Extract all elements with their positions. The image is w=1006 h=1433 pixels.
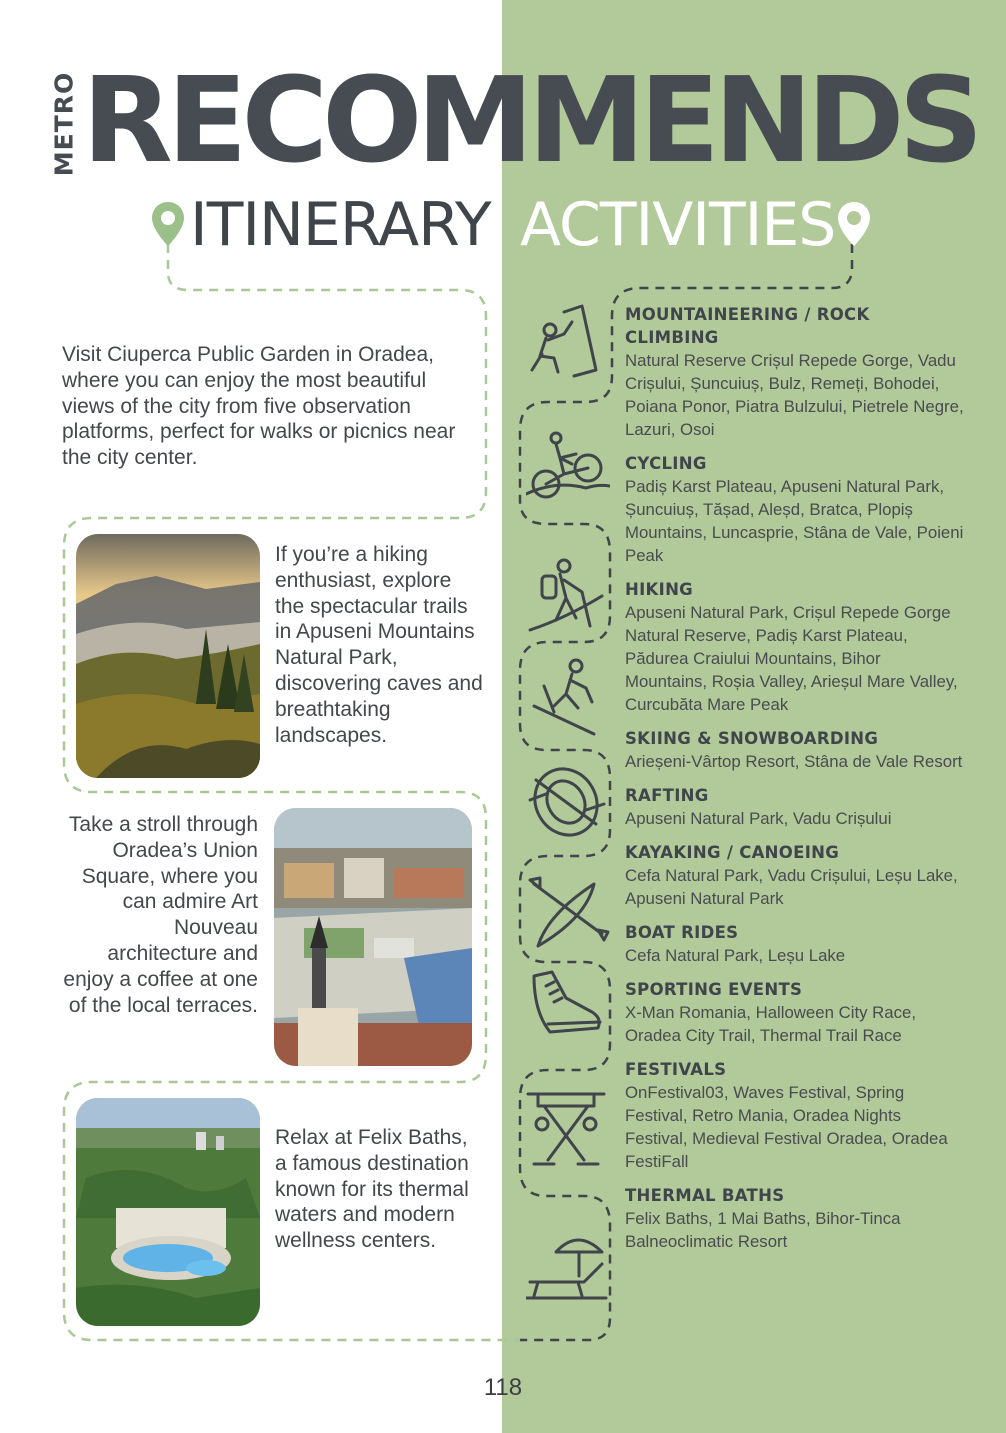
activity-item	[625, 303, 965, 441]
page-number: 118	[483, 1374, 523, 1401]
activity-description: Natural Reserve Crișul Repede Gorge, Vadu Crișului, Șuncuiuș, Bulz, Remeți, Bohodei, Poiana Ponor, Piatra Bulzului, Pietrele Negre, Lazuri, Osoi	[625, 351, 964, 439]
sunbed-icon	[526, 1226, 610, 1310]
activity-description: Apuseni Natural Park, Crișul Repede Gorge Natural Reserve, Padiș Karst Plateau, Pădurea Craiului Mountains, Bihor Mountains, Roșia Valley, Arieșul Mare Valley, Curcubăta Mare Peak	[625, 603, 958, 714]
activity-item	[625, 841, 965, 910]
itinerary-heading: ITINERARY	[190, 190, 491, 260]
activity-title: SKIING & SNOWBOARDING	[625, 729, 879, 748]
activity-item	[625, 578, 965, 716]
activity-description: Cefa Natural Park, Vadu Crișului, Leșu Lake, Apuseni Natural Park	[625, 866, 958, 908]
skiing-icon	[530, 656, 614, 740]
cycling-icon	[526, 424, 610, 508]
climbing-icon	[524, 300, 608, 384]
activity-item	[625, 452, 965, 567]
activity-item	[625, 1058, 965, 1173]
map-pin-icon	[150, 200, 186, 248]
activity-title: SPORTING EVENTS	[625, 980, 803, 999]
page-title: RECOMMENDS	[82, 51, 978, 189]
map-pin-icon	[836, 200, 872, 248]
activity-item	[625, 1184, 965, 1253]
activity-title: KAYAKING / CANOEING	[625, 843, 840, 862]
sporting-events-icon	[524, 1090, 608, 1174]
activity-description: Padiș Karst Plateau, Apuseni Natural Park, Șuncuiuș, Tășad, Aleșd, Bratca, Plopiș Mountains, Luncasprie, Stâna de Vale, Poieni Peak	[625, 477, 964, 565]
activity-description: Apuseni Natural Park, Vadu Crișului	[625, 809, 892, 828]
sneaker-icon	[526, 968, 610, 1052]
kayak-icon	[528, 874, 612, 958]
rafting-icon	[526, 760, 610, 844]
activity-item	[625, 784, 965, 830]
activity-item	[625, 921, 965, 967]
activity-title: MOUNTAINEERING / ROCK CLIMBING	[625, 305, 870, 347]
activity-description: OnFestival03, Waves Festival, Spring Festival, Retro Mania, Oradea Nights Festival, Medieval Festival Oradea, Oradea FestiFall	[625, 1083, 948, 1171]
activity-description: Arieșeni-Vârtop Resort, Stâna de Vale Resort	[625, 752, 963, 771]
itinerary-intro: Visit Ciuperca Public Garden in Oradea, where you can enjoy the most beautiful views of the city from five observation platforms, perfect for walks or picnics near the city center.	[62, 343, 456, 470]
itinerary-hiking-text: If you’re a hiking enthusiast, explore the spectacular trails in Apuseni Mountains Natural Park, discovering caves and breathtaking landscapes.	[275, 543, 483, 747]
activity-title: BOAT RIDES	[625, 923, 739, 942]
activities-heading: ACTIVITIES	[520, 190, 836, 260]
itinerary-relax-text: Relax at Felix Baths, a famous destination known for its thermal waters and modern wellness centers.	[275, 1126, 469, 1253]
activity-title: CYCLING	[625, 454, 707, 473]
activity-title: THERMAL BATHS	[625, 1186, 785, 1205]
hiking-icon	[526, 556, 610, 640]
activity-description: Felix Baths, 1 Mai Baths, Bihor-Tinca Balneoclimatic Resort	[625, 1209, 901, 1251]
activity-item	[625, 978, 965, 1047]
itinerary-stroll-text: Take a stroll through Oradea’s Union Square, where you can admire Art Nouveau architecture and enjoy a coffee at one of the local terraces.	[63, 813, 258, 1017]
felix-baths-photo	[76, 1098, 260, 1326]
activity-title: HIKING	[625, 580, 694, 599]
union-square-photo	[274, 808, 472, 1066]
activity-description: Cefa Natural Park, Leșu Lake	[625, 946, 846, 965]
activity-title: FESTIVALS	[625, 1060, 727, 1079]
activity-item	[625, 727, 965, 773]
mountain-landscape-photo	[76, 534, 260, 778]
activities-list	[625, 303, 965, 1264]
activity-title: RAFTING	[625, 786, 709, 805]
metro-label: METRO	[49, 71, 79, 177]
activity-description: X-Man Romania, Halloween City Race, Oradea City Trail, Thermal Trail Race	[625, 1003, 916, 1045]
